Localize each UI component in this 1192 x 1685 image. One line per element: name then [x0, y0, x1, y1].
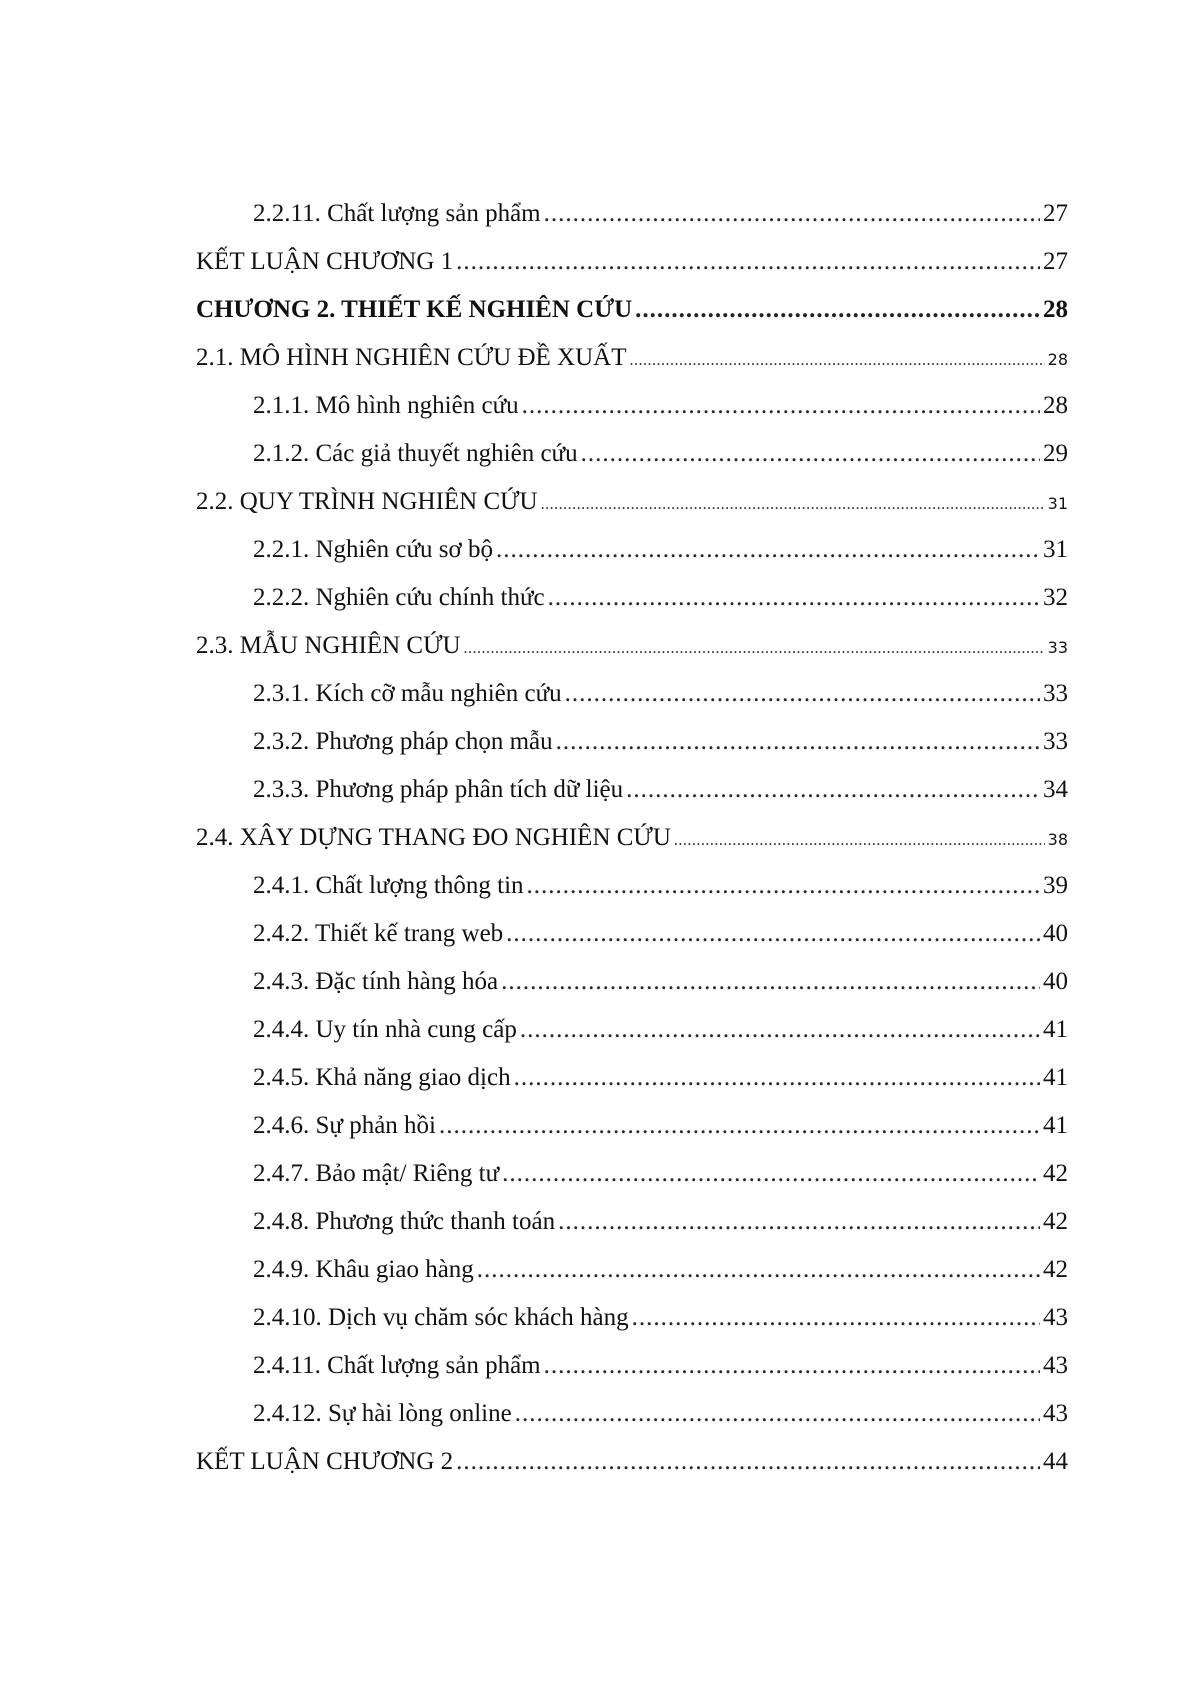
toc-entry-page-number: 33: [1047, 638, 1068, 657]
toc-entry[interactable]: [196, 1342, 1068, 1390]
toc-entry[interactable]: [196, 1294, 1068, 1342]
toc-entry[interactable]: [196, 766, 1068, 814]
toc-entry-title: 2.1. MÔ HÌNH NGHIÊN CỨU ĐỀ XUẤT: [196, 344, 627, 371]
toc-entry-page-number: 43: [1043, 1304, 1068, 1331]
toc-entry-title: 2.4.7. Bảo mật/ Riêng tư: [253, 1160, 500, 1187]
toc-entry[interactable]: [196, 526, 1068, 574]
dot-leader: [515, 1390, 1040, 1438]
toc-entry-page-number: 33: [1043, 680, 1068, 707]
toc-entry[interactable]: [196, 430, 1068, 478]
dot-leader: [544, 1342, 1040, 1390]
toc-entry-title: 2.4.1. Chất lượng thông tin: [253, 872, 524, 899]
toc-entry-page-number: 28: [1043, 296, 1068, 323]
dot-leader: [674, 817, 1045, 862]
toc-entry[interactable]: [196, 622, 1068, 670]
toc-entry-page-number: 42: [1043, 1160, 1068, 1187]
dot-leader: [496, 526, 1040, 574]
dot-leader: [506, 910, 1040, 958]
toc-entry-title: 2.3.3. Phương pháp phân tích dữ liệu: [253, 776, 624, 803]
toc-entry-page-number: 40: [1043, 920, 1068, 947]
toc-entry[interactable]: [196, 958, 1068, 1006]
toc-entry-page-number: 43: [1043, 1400, 1068, 1427]
toc-entry-title: 2.2.11. Chất lượng sản phẩm: [253, 200, 541, 227]
toc-entry-page-number: 27: [1043, 200, 1068, 227]
toc-entry-title: 2.2.1. Nghiên cứu sơ bộ: [253, 536, 493, 563]
dot-leader: [635, 286, 1040, 334]
dot-leader: [541, 481, 1045, 526]
dot-leader: [464, 625, 1045, 670]
toc-entry-title: 2.4.5. Khả năng giao dịch: [253, 1064, 511, 1091]
toc-entry-page-number: 39: [1043, 872, 1068, 899]
toc-entry-page-number: 31: [1047, 494, 1068, 513]
toc-entry-page-number: 28: [1047, 350, 1068, 369]
toc-entry-page-number: 44: [1043, 1448, 1068, 1475]
toc-entry-title: 2.3. MẪU NGHIÊN CỨU: [196, 632, 461, 659]
toc-entry[interactable]: [196, 478, 1068, 526]
toc-entry-page-number: 41: [1043, 1112, 1068, 1139]
toc-entry[interactable]: [196, 286, 1068, 334]
toc-entry[interactable]: [196, 862, 1068, 910]
toc-entry-page-number: 42: [1043, 1256, 1068, 1283]
toc-entry-title: 2.4.2. Thiết kế trang web: [253, 920, 504, 947]
toc-entry[interactable]: [196, 1054, 1068, 1102]
toc-entry[interactable]: [196, 1198, 1068, 1246]
dot-leader: [548, 574, 1040, 622]
toc-entry-title: 2.1.2. Các giả thuyết nghiên cứu: [253, 440, 578, 467]
toc-entry-page-number: 42: [1043, 1208, 1068, 1235]
toc-entry-title: 2.4.6. Sự phản hồi: [253, 1112, 436, 1139]
toc-entry-title: CHƯƠNG 2. THIẾT KẾ NGHIÊN CỨU: [196, 296, 633, 323]
toc-entry-title: 2.4.4. Uy tín nhà cung cấp: [253, 1016, 517, 1043]
dot-leader: [477, 1246, 1040, 1294]
dot-leader: [626, 766, 1040, 814]
toc-entry[interactable]: [196, 1150, 1068, 1198]
dot-leader: [556, 718, 1040, 766]
dot-leader: [565, 670, 1040, 718]
toc-entry-title: KẾT LUẬN CHƯƠNG 1: [196, 248, 454, 275]
toc-entry-title: 2.4.12. Sự hài lòng online: [253, 1400, 512, 1427]
dot-leader: [520, 1006, 1040, 1054]
dot-leader: [544, 190, 1040, 238]
toc-entry[interactable]: [196, 574, 1068, 622]
dot-leader: [581, 430, 1040, 478]
dot-leader: [456, 238, 1040, 286]
toc-entry-title: 2.3.2. Phương pháp chọn mẫu: [253, 728, 553, 755]
toc-entry-page-number: 38: [1047, 830, 1068, 849]
toc-entry-page-number: 34: [1043, 776, 1068, 803]
dot-leader: [629, 337, 1044, 382]
toc-entry-page-number: 27: [1043, 248, 1068, 275]
toc-entry-title: 2.4.11. Chất lượng sản phẩm: [253, 1352, 541, 1379]
toc-entry[interactable]: [196, 910, 1068, 958]
toc-entry-page-number: 41: [1043, 1064, 1068, 1091]
dot-leader: [456, 1438, 1040, 1486]
toc-entry-page-number: 32: [1043, 584, 1068, 611]
toc-entry-title: 2.4. XÂY DỰNG THANG ĐO NGHIÊN CỨU: [196, 824, 671, 851]
toc-entry[interactable]: [196, 1102, 1068, 1150]
dot-leader: [527, 862, 1040, 910]
dot-leader: [514, 1054, 1040, 1102]
toc-entry[interactable]: [196, 718, 1068, 766]
toc-entry[interactable]: [196, 382, 1068, 430]
toc-entry[interactable]: [196, 1246, 1068, 1294]
toc-entry[interactable]: [196, 238, 1068, 286]
dot-leader: [501, 958, 1040, 1006]
toc-entry-title: 2.4.10. Dịch vụ chăm sóc khách hàng: [253, 1304, 629, 1331]
toc-entry-title: 2.4.8. Phương thức thanh toán: [253, 1208, 556, 1235]
toc-entry-page-number: 28: [1043, 392, 1068, 419]
dot-leader: [502, 1150, 1040, 1198]
toc-entry-title: 2.4.9. Khâu giao hàng: [253, 1256, 474, 1283]
toc-entry-page-number: 31: [1043, 536, 1068, 563]
table-of-contents: [196, 190, 1068, 1486]
toc-entry-page-number: 43: [1043, 1352, 1068, 1379]
toc-entry-title: 2.3.1. Kích cỡ mẫu nghiên cứu: [253, 680, 562, 707]
toc-entry[interactable]: [196, 1390, 1068, 1438]
toc-entry-title: 2.4.3. Đặc tính hàng hóa: [253, 968, 499, 995]
dot-leader: [632, 1294, 1040, 1342]
toc-entry-page-number: 29: [1043, 440, 1068, 467]
dot-leader: [439, 1102, 1040, 1150]
toc-entry-title: 2.2. QUY TRÌNH NGHIÊN CỨU: [196, 488, 538, 515]
toc-entry-page-number: 40: [1043, 968, 1068, 995]
toc-entry-page-number: 33: [1043, 728, 1068, 755]
toc-entry[interactable]: [196, 190, 1068, 238]
toc-entry[interactable]: [196, 814, 1068, 862]
toc-entry-title: KẾT LUẬN CHƯƠNG 2: [196, 1448, 454, 1475]
toc-entry[interactable]: [196, 1438, 1068, 1486]
toc-entry[interactable]: [196, 670, 1068, 718]
toc-entry-title: 2.1.1. Mô hình nghiên cứu: [253, 392, 519, 419]
toc-entry-title: 2.2.2. Nghiên cứu chính thức: [253, 584, 545, 611]
dot-leader: [558, 1198, 1040, 1246]
toc-entry[interactable]: [196, 1006, 1068, 1054]
toc-entry[interactable]: [196, 334, 1068, 382]
dot-leader: [522, 382, 1040, 430]
toc-entry-page-number: 41: [1043, 1016, 1068, 1043]
